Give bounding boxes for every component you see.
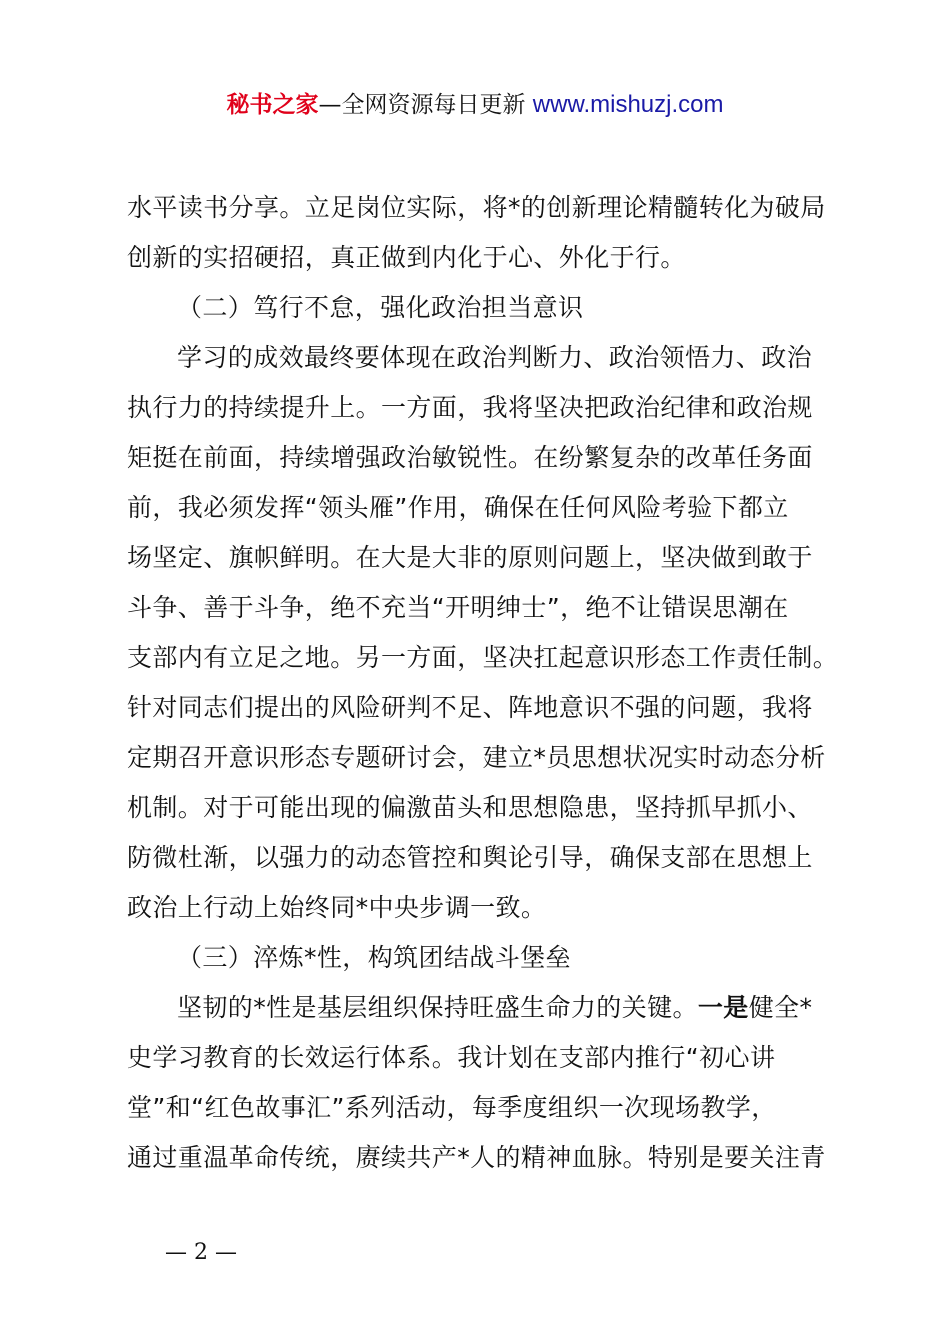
paragraph-line	[127, 983, 839, 1033]
paragraph-line: 堂”和“红色故事汇”系列活动，每季度组织一次现场教学，	[127, 1093, 777, 1122]
paragraph-line: 定期召开意识形态专题研讨会，建立*员思想状况实时动态分析	[127, 743, 826, 772]
paragraph-line: 创新的实招硬招，真正做到内化于心、外化于行。	[127, 243, 686, 272]
paragraph-line: 学习的成效最终要体现在政治判断力、政治领悟力、政治	[177, 343, 813, 372]
paragraph-line: 机制。对于可能出现的偏激苗头和思想隐患，坚持抓早抓小、	[127, 793, 813, 822]
paragraph-line: 史学习教育的长效运行体系。我计划在支部内推行“初心讲	[127, 1043, 776, 1072]
header-tagline: —全网资源每日更新	[318, 92, 526, 118]
paragraph-text: 健全*	[748, 993, 813, 1022]
paragraph-line: 支部内有立足之地。另一方面，坚决扛起意识形态工作责任制。	[127, 643, 839, 672]
section-heading-3: （三）淬炼*性，构筑团结战斗堡垒	[177, 943, 571, 972]
paragraph-line: 斗争、善于斗争，绝不充当“开明绅士”，绝不让错误思潮在	[127, 593, 789, 622]
paragraph-line: 矩挺在前面，持续增强政治敏锐性。在纷繁复杂的改革任务面	[127, 443, 813, 472]
paragraph-line: 防微杜渐，以强力的动态管控和舆论引导，确保支部在思想上	[127, 843, 813, 872]
paragraph-line: 针对同志们提出的风险研判不足、阵地意识不强的问题，我将	[127, 693, 813, 722]
brand-name: 秘书之家	[226, 92, 319, 118]
paragraph-text: 坚韧的*性是基层组织保持旺盛生命力的关键。	[177, 993, 698, 1022]
section-heading-2: （二）笃行不怠，强化政治担当意识	[177, 293, 584, 322]
paragraph-line: 政治上行动上始终同*中央步调一致。	[127, 893, 547, 922]
paragraph-line: 前，我必须发挥“领头雁”作用，确保在任何风险考验下都立	[127, 493, 789, 522]
site-url-link[interactable]: www.mishuzj.com	[532, 91, 724, 118]
paragraph-line: 水平读书分享。立足岗位实际，将*的创新理论精髓转化为破局	[127, 193, 826, 222]
emphasis-text: 一是	[697, 993, 749, 1022]
document-body	[127, 183, 839, 1183]
paragraph-line: 通过重温革命传统，赓续共产*人的精神血脉。特别是要关注青	[127, 1143, 826, 1172]
site-header	[0, 88, 950, 122]
paragraph-line: 执行力的持续提升上。一方面，我将坚决把政治纪律和政治规	[127, 393, 813, 422]
page-number: — 2 —	[165, 1240, 237, 1265]
paragraph-line: 场坚定、旗帜鲜明。在大是大非的原则问题上，坚决做到敢于	[127, 543, 813, 572]
